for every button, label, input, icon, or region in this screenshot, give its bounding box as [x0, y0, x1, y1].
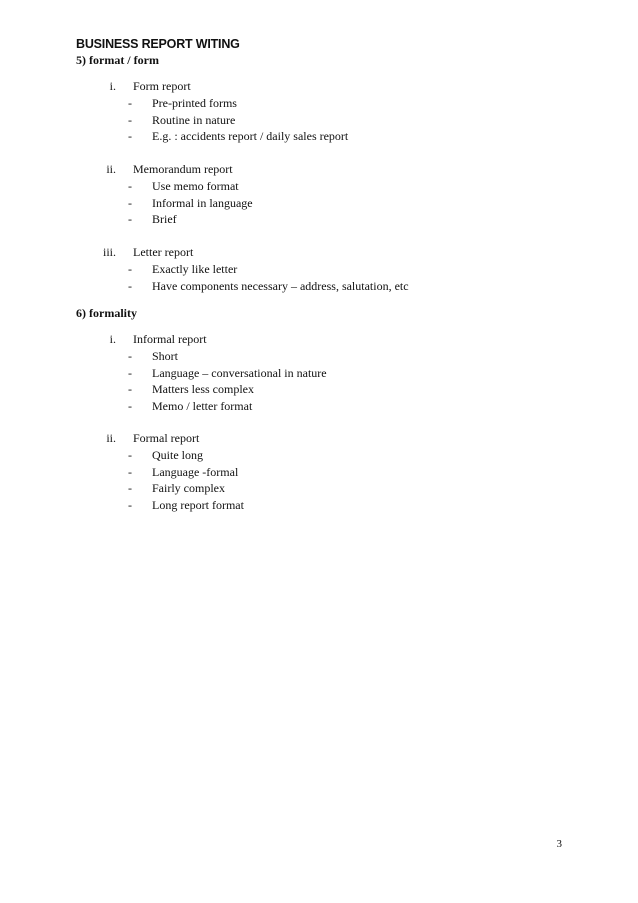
document-title: BUSINESS REPORT WITING	[76, 37, 240, 51]
bullet-item: - Use memo format	[128, 179, 239, 193]
bullet-list	[128, 261, 409, 294]
bullet-item: - Long report format	[128, 497, 244, 512]
bullet-item: - Language -formal	[128, 464, 239, 479]
bullet-item: - Pre-printed forms	[128, 96, 237, 110]
item-number: i.	[109, 79, 116, 93]
bullet-list	[128, 95, 348, 145]
section-heading-format: 5) format / form	[76, 53, 159, 67]
bullet-item: - Exactly like letter	[128, 262, 238, 276]
item-number: ii.	[106, 431, 116, 445]
item-label: Informal report	[133, 332, 207, 346]
bullet-list	[128, 348, 327, 414]
bullet-item: - Brief	[128, 212, 177, 226]
bullet-item: - E.g. : accidents report / daily sales report	[128, 129, 349, 143]
item-number: ii.	[106, 162, 116, 176]
bullet-list	[128, 447, 244, 513]
item-label: Letter report	[133, 245, 194, 259]
item-label: Form report	[133, 79, 191, 93]
bullet-item: - Quite long	[128, 448, 203, 462]
bullet-item: - Have components necessary – address, salutation, etc	[128, 278, 409, 293]
bullet-item: - Fairly complex	[128, 481, 225, 495]
bullet-item: - Short	[128, 349, 179, 363]
bullet-item: - Language – conversational in nature	[128, 365, 327, 380]
bullet-list	[128, 178, 253, 228]
item-label: Formal report	[133, 431, 200, 445]
item-number: i.	[109, 332, 116, 346]
item-number: iii.	[102, 245, 116, 259]
item-label: Memorandum report	[133, 162, 233, 176]
page-number: 3	[556, 838, 562, 850]
bullet-item: - Informal in language	[128, 195, 253, 210]
bullet-item: - Routine in nature	[128, 112, 236, 127]
section-heading-formality: 6) formality	[76, 306, 137, 320]
bullet-item: - Memo / letter format	[128, 398, 253, 413]
bullet-item: - Matters less complex	[128, 382, 254, 396]
